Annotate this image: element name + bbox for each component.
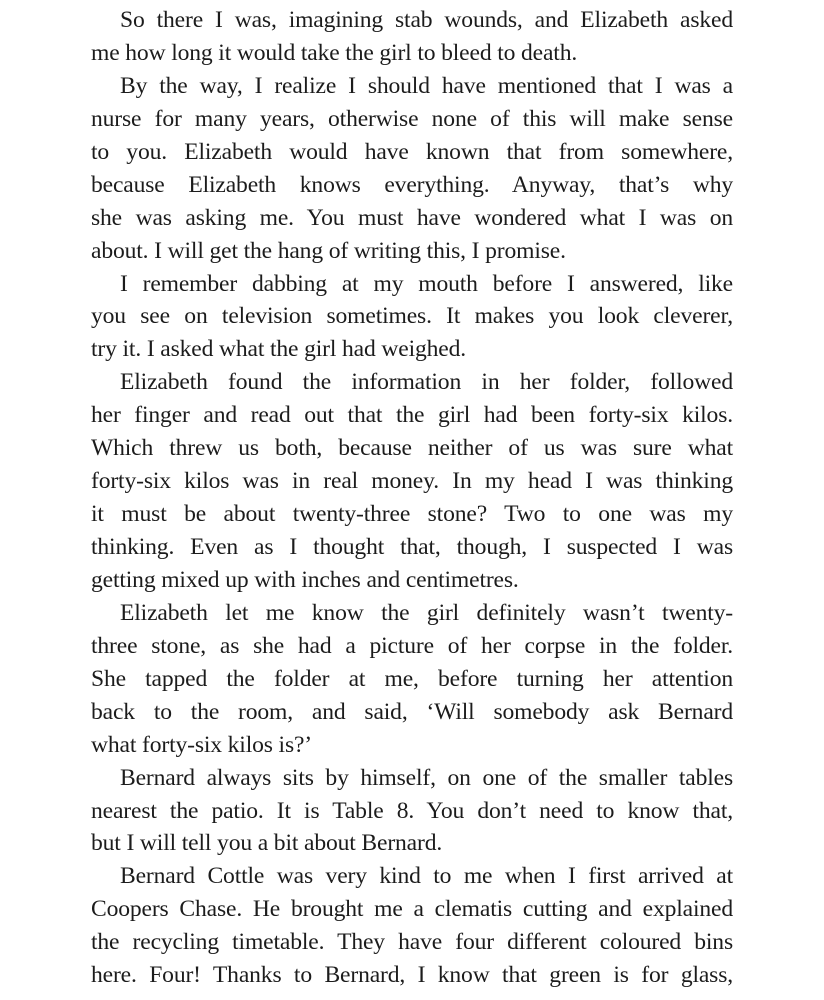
text-line: Elizabeth found the information in her folder, followed: [120, 369, 733, 396]
text-line: but I will tell you a bit about Bernard.: [91, 830, 443, 857]
paragraph: [91, 268, 733, 367]
text-line: about. I will get the hang of writing this, I promise.: [91, 237, 566, 264]
text-line: nurse for many years, otherwise none of this will make sense: [91, 105, 733, 132]
text-line: Bernard Cottle was very kind to me when I first arrived at: [120, 863, 733, 890]
text-line: her finger and read out that the girl had been forty-six kilos.: [91, 402, 733, 429]
paragraph: [91, 70, 733, 268]
paragraph: [91, 762, 733, 861]
text-line: it must be about twenty-three stone? Two to one was my: [91, 501, 733, 528]
text-line: what forty-six kilos is?’: [91, 731, 313, 758]
text-line: Elizabeth let me know the girl definitely wasn’t twenty-: [120, 599, 733, 626]
text-line: try it. I asked what the girl had weighed.: [91, 336, 467, 363]
text-line: nearest the patio. It is Table 8. You don’t need to know that,: [91, 797, 733, 824]
text-line: to you. Elizabeth would have known that from somewhere,: [91, 138, 733, 165]
text-line: you see on television sometimes. It makes you look cleverer,: [91, 303, 733, 330]
text-line: forty-six kilos was in real money. In my head I was thinking: [91, 468, 733, 495]
paragraph: [91, 366, 733, 597]
text-line: Which threw us both, because neither of us was sure what: [91, 435, 733, 462]
text-line: back to the room, and said, ‘Will somebody ask Bernard: [91, 698, 733, 725]
text-line: she was asking me. You must have wondered what I was on: [91, 204, 733, 231]
text-line: thinking. Even as I thought that, though, I suspected I was: [91, 534, 733, 560]
text-line: because Elizabeth knows everything. Anyway, that’s why: [91, 171, 733, 198]
text-line: By the way, I realize I should have mentioned that I was a: [120, 72, 733, 99]
text-line: getting mixed up with inches and centimetres.: [91, 566, 519, 593]
paragraph: [91, 597, 733, 762]
paragraph: [91, 4, 733, 70]
text-line: She tapped the folder at me, before turning her attention: [91, 665, 733, 692]
text-line: me how long it would take the girl to bleed to death.: [91, 39, 578, 66]
text-line: Coopers Chase. He brought me a clematis cutting and explained: [91, 896, 733, 923]
paragraph: [91, 860, 733, 992]
text-line: here. Four! Thanks to Bernard, I know that green is for glass,: [91, 962, 733, 989]
text-line: I remember dabbing at my mouth before I answered, like: [120, 270, 733, 297]
text-line: Bernard always sits by himself, on one of the smaller tables: [120, 764, 733, 791]
book-page: [91, 4, 733, 992]
text-line: So there I was, imagining stab wounds, and Elizabeth asked: [120, 7, 733, 33]
text-line: three stone, as she had a picture of her corpse in the folder.: [91, 632, 733, 659]
text-line: the recycling timetable. They have four different coloured bins: [91, 929, 733, 956]
